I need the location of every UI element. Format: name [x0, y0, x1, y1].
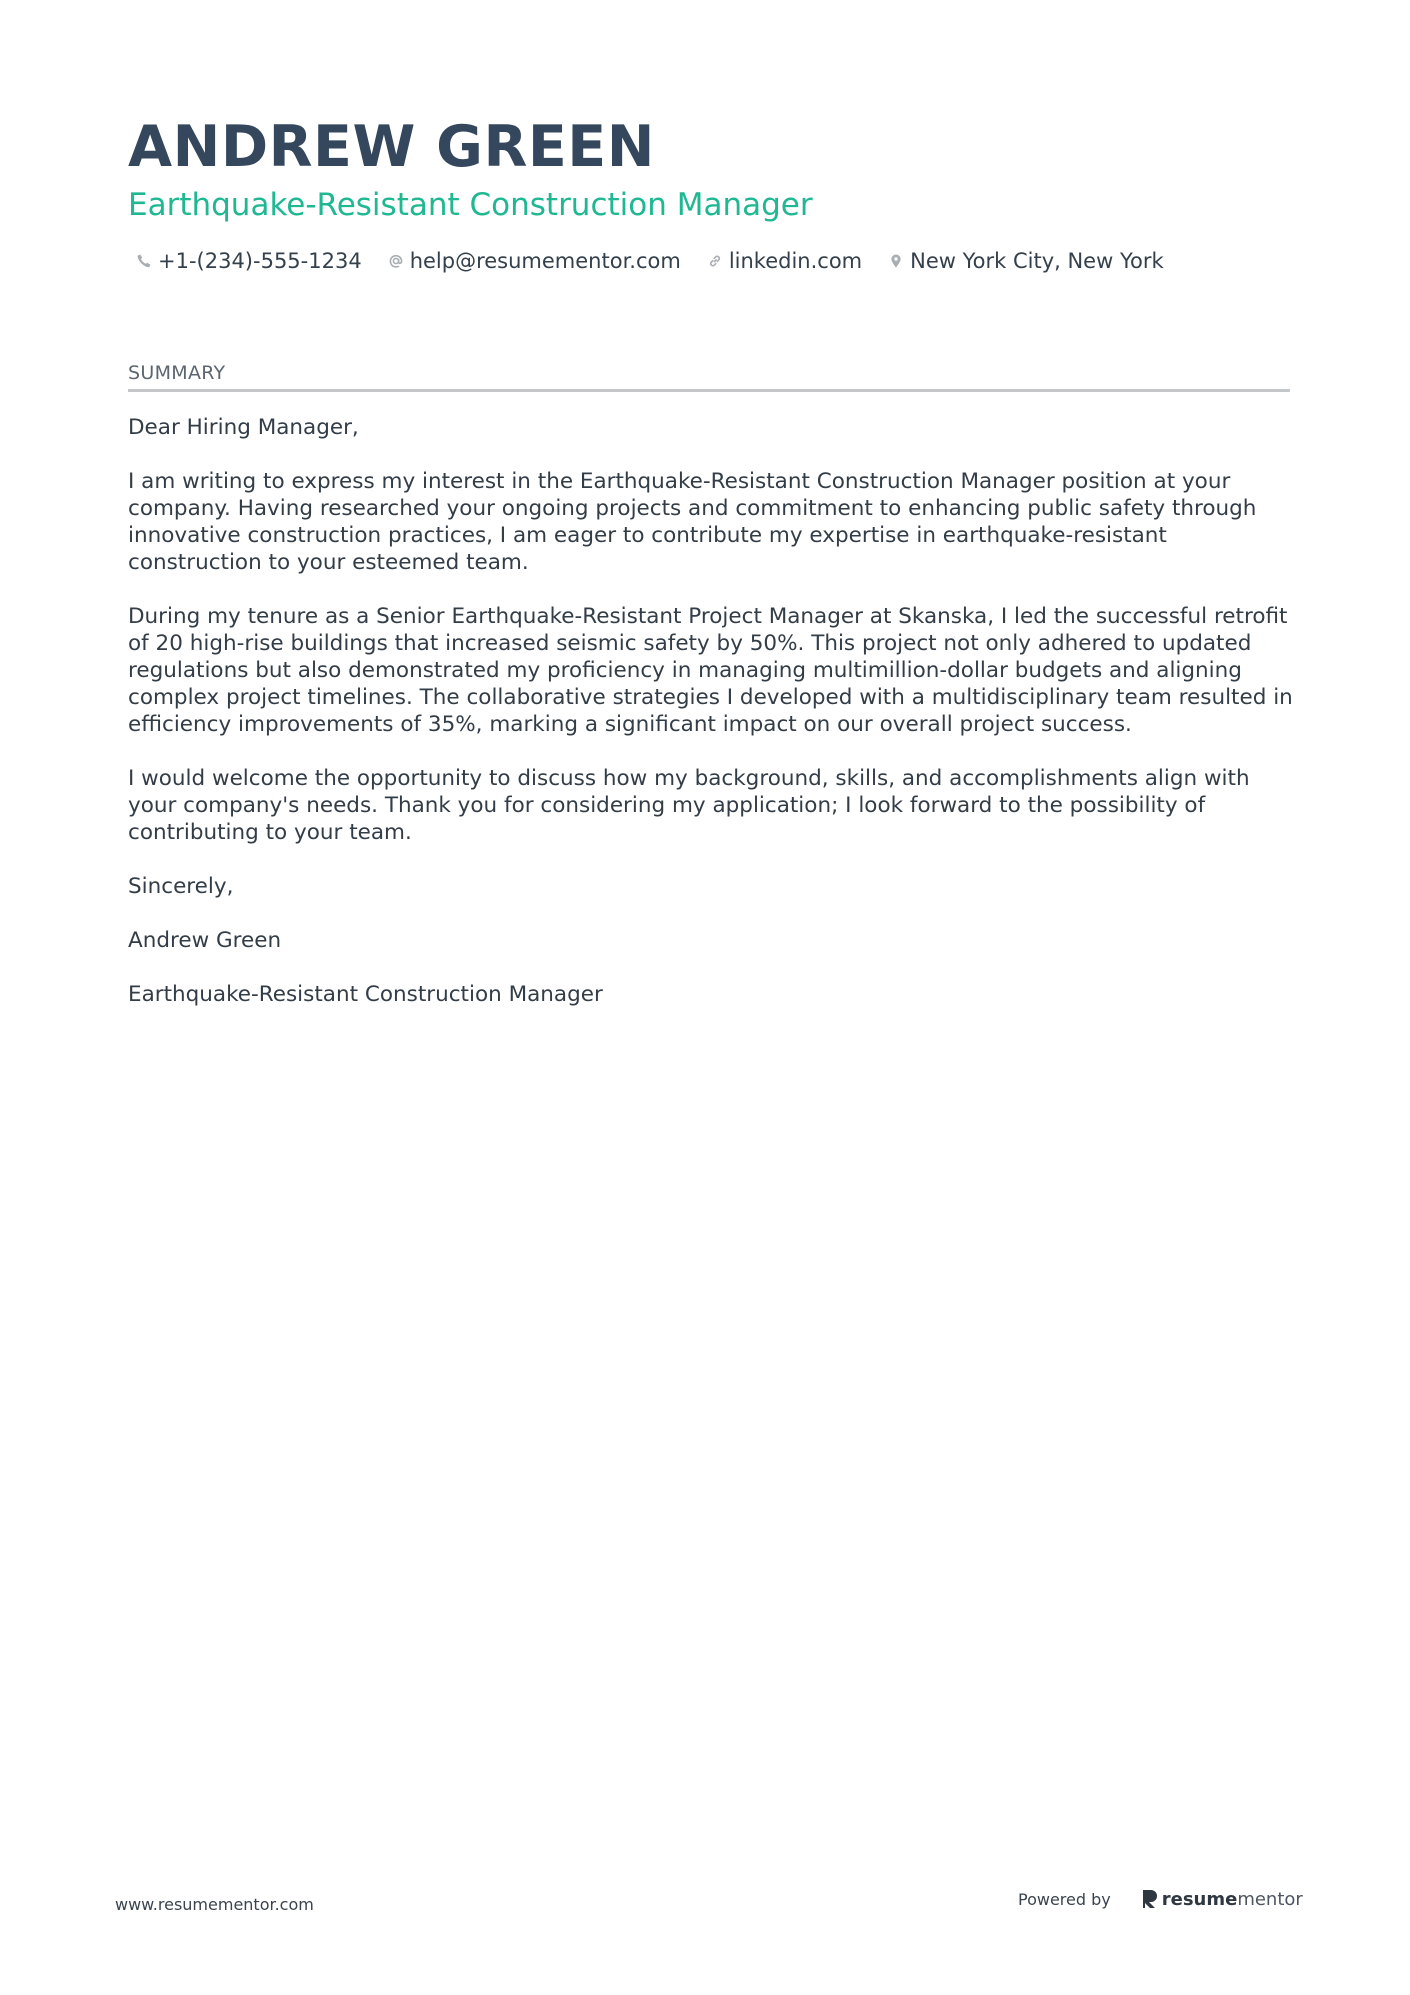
footer-website-link[interactable]: www.resumementor.com	[115, 1895, 314, 1914]
phone-icon	[136, 253, 152, 269]
resumementor-logo[interactable]	[1141, 1888, 1303, 1910]
letter-greeting: Dear Hiring Manager,	[128, 415, 359, 440]
location-pin-icon	[888, 253, 904, 269]
contact-bar	[136, 244, 1190, 278]
candidate-name: ANDREW GREEN	[128, 114, 655, 180]
signature-title: Earthquake-Resistant Construction Manager	[128, 982, 603, 1007]
link-icon	[707, 253, 723, 269]
contact-location-text: New York City, New York	[910, 249, 1164, 273]
contact-email[interactable]	[388, 249, 681, 273]
footer-powered-by	[1018, 1888, 1303, 1910]
at-icon	[388, 253, 404, 269]
contact-location	[888, 249, 1164, 273]
contact-email-text: help@resumementor.com	[409, 249, 681, 273]
letter-paragraph: I would welcome the opportunity to discuss how my background, skills, and accomplishments align with your company's needs. Thank you for considering my application; I look forward to the possibility of contributing to your team.	[128, 766, 1250, 845]
logo-text-light: mentor	[1237, 1888, 1303, 1910]
letter-paragraph: During my tenure as a Senior Earthquake-Resistant Project Manager at Skanska, I led the successful retrofit of 20 high-rise buildings that increased seismic safety by 50%. This project not only adhered to updated regulations but also demonstrated my proficiency in managing multimillion-dollar budgets and aligning complex project timelines. The collaborative strategies I developed with a multidisciplinary team resulted in efficiency improvements of 35%, marking a significant impact on our overall project success.	[128, 604, 1293, 737]
letter-paragraph: I am writing to express my interest in the Earthquake-Resistant Construction Manager position at your company. Having researched your ongoing projects and commitment to enhancing public safety through innovative construction practices, I am eager to contribute my expertise in earthquake-resistant construction to your esteemed team.	[128, 469, 1257, 575]
resumementor-logo-icon	[1141, 1888, 1159, 1910]
powered-by-label: Powered by	[1018, 1889, 1111, 1909]
contact-linkedin[interactable]	[707, 249, 862, 273]
candidate-title: Earthquake-Resistant Construction Manager	[128, 187, 813, 223]
contact-phone[interactable]	[136, 249, 362, 273]
contact-linkedin-text: linkedin.com	[728, 249, 863, 273]
contact-phone-text: +1-(234)-555-1234	[158, 249, 362, 273]
logo-text-bold: resume	[1161, 1888, 1238, 1910]
letter-closing: Sincerely,	[128, 874, 234, 899]
letter-body	[128, 414, 1296, 1035]
section-title-summary: SUMMARY	[128, 360, 1290, 392]
signature-name: Andrew Green	[128, 928, 282, 953]
